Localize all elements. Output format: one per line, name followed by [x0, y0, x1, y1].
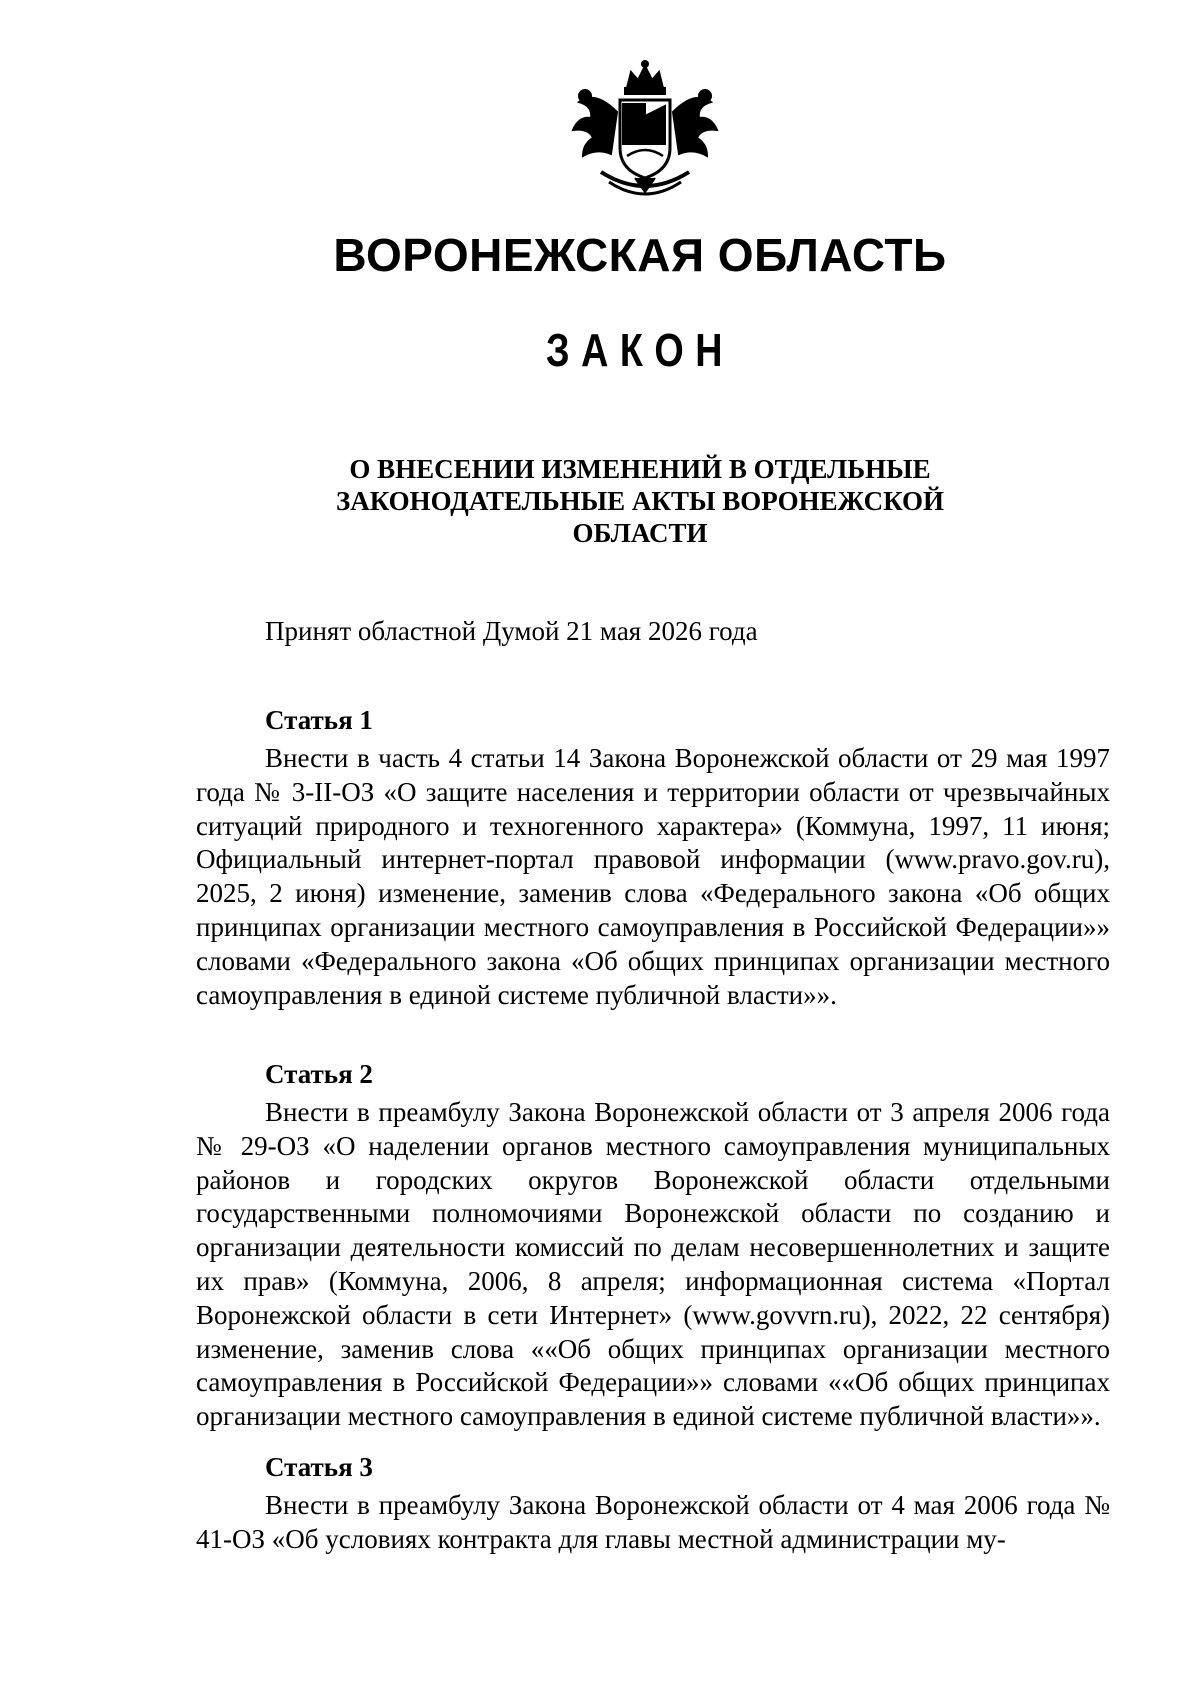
region-title: ВОРОНЕЖСКАЯ ОБЛАСТЬ: [333, 229, 947, 281]
article-1-heading: Статья 1: [265, 705, 373, 735]
article-2-body: Внести в преамбулу Закона Воронежской области от 3 апреля 2006 года № 29-ОЗ «О наделении органов местного самоуправления муниципальных районов и городских округов Воронежской области отдельными государственными полномочиями Воронежской области по созданию и организации деятельности комиссий по делам несовершеннолетних и защите их прав» (Коммуна, 2006, 8 апреля; информационная система «Портал Воронежской области в сети Интернет» (www.govvrn.ru), 2022, 22 сентября) изменение, заменив слова ««Об общих принципах организации местного самоуправления в Российской Федерации»» словами ««Об общих принципах организации местного самоуправления в единой системе публичной власти»».: [196, 1097, 1110, 1432]
article-3-heading: Статья 3: [265, 1452, 373, 1482]
coat-of-arms-emblem: [565, 60, 725, 205]
article-3-body: Внести в преамбулу Закона Воронежской области от 4 мая 2006 года № 41-ОЗ «Об условиях контракта для главы местной администрации му-: [196, 1490, 1110, 1554]
article-2-heading: Статья 2: [265, 1059, 373, 1089]
law-subject-title: О ВНЕСЕНИИ ИЗМЕНЕНИЙ В ОТДЕЛЬНЫЕ ЗАКОНОДАТЕЛЬНЫЕ АКТЫ ВОРОНЕЖСКОЙ ОБЛАСТИ: [335, 454, 945, 548]
document-type-title: ЗАКОН: [546, 324, 734, 376]
adoption-statement: Принят областной Думой 21 мая 2026 года: [265, 616, 758, 646]
article-1-body: Внести в часть 4 статьи 14 Закона Воронежской области от 29 мая 1997 года № 3-II-ОЗ «О защите населения и территории области от чрезвычайных ситуаций природного и техногенного характера» (Коммуна, 1997, 11 июня; Официальный интернет-портал правовой информации (www.pravo.gov.ru), 2025, 2 июня) изменение, заменив слова «Федерального закона «Об общих принципах организации местного самоуправления в Российской Федерации»» словами «Федерального закона «Об общих принципах организации местного самоуправления в единой системе публичной власти»».: [196, 743, 1110, 1010]
